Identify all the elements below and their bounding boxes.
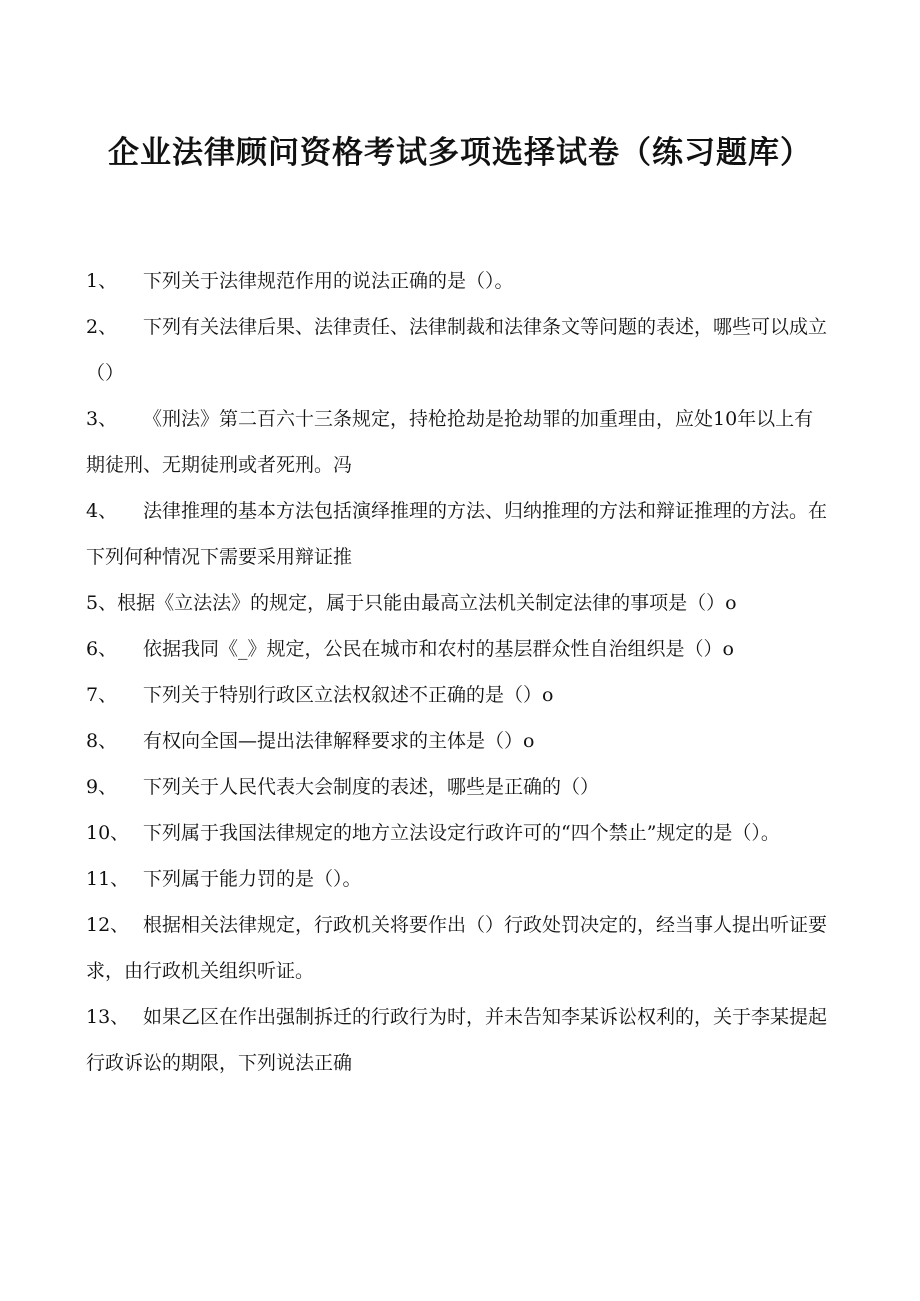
- question-item: [86, 488, 830, 580]
- question-text: 下列关于特别行政区立法权叙述不正确的是（）o: [143, 684, 554, 706]
- question-text: 依据我同《_》规定，公民在城市和农村的基层群众性自治组织是（）o: [143, 638, 734, 660]
- question-text: 根据《立法法》的规定，属于只能由最高立法机关制定法律的事项是（）o: [117, 592, 737, 614]
- question-item: [86, 626, 830, 672]
- question-text: 下列属于我国法律规定的地方立法设定行政许可的“四个禁止”规定的是（）。: [143, 822, 780, 844]
- question-item: [86, 718, 830, 764]
- question-number: 5、: [86, 592, 118, 614]
- question-number: 1、: [86, 270, 118, 292]
- question-text: 下列属于能力罚的是（）。: [143, 868, 362, 890]
- question-item: [86, 672, 830, 718]
- question-text: 有权向全国—提出法律解释要求的主体是（）o: [143, 730, 535, 752]
- question-text: 如果乙区在作出强制拆迁的行政行为时，并未告知李某诉讼权利的，关于李某提起行政诉讼的期限，下列说法正确: [86, 1006, 828, 1074]
- question-item: [86, 902, 830, 994]
- question-number: 11、: [86, 868, 130, 890]
- question-item: [86, 580, 830, 626]
- question-item: [86, 994, 830, 1086]
- question-number: 7、: [86, 684, 118, 706]
- question-item: [86, 258, 830, 304]
- question-text: 根据相关法律规定，行政机关将要作出（）行政处罚决定的，经当事人提出听证要求，由行政机关组织听证。: [86, 914, 828, 982]
- question-number: 8、: [86, 730, 118, 752]
- question-item: [86, 396, 830, 488]
- question-text: 法律推理的基本方法包括演绎推理的方法、归纳推理的方法和辩证推理的方法。在下列何种情况下需要采用辩证推: [86, 500, 828, 568]
- question-number: 3、: [86, 408, 118, 430]
- question-item: [86, 764, 830, 810]
- question-number: 9、: [86, 776, 118, 798]
- question-number: 10、: [86, 822, 130, 844]
- question-number: 12、: [86, 914, 130, 936]
- question-item: [86, 810, 830, 856]
- question-text: 下列有关法律后果、法律责任、法律制裁和法律条文等问题的表述，哪些可以成立（）: [86, 316, 828, 384]
- question-number: 4、: [86, 500, 118, 522]
- question-item: [86, 856, 830, 902]
- page-title: 企业法律顾问资格考试多项选择试卷（练习题库）: [108, 135, 812, 171]
- question-text: 下列关于法律规范作用的说法正确的是（）。: [143, 270, 514, 292]
- question-list: [86, 258, 830, 1086]
- question-text: 下列关于人民代表大会制度的表述，哪些是正确的（）: [143, 776, 600, 798]
- question-number: 13、: [86, 1006, 130, 1028]
- question-text: 《刑法》第二百六十三条规定，持枪抢劫是抢劫罪的加重理由，应处10年以上有期徒刑、无期徒刑或者死刑。冯: [86, 408, 814, 476]
- question-number: 6、: [86, 638, 118, 660]
- question-item: [86, 304, 830, 396]
- question-number: 2、: [86, 316, 118, 338]
